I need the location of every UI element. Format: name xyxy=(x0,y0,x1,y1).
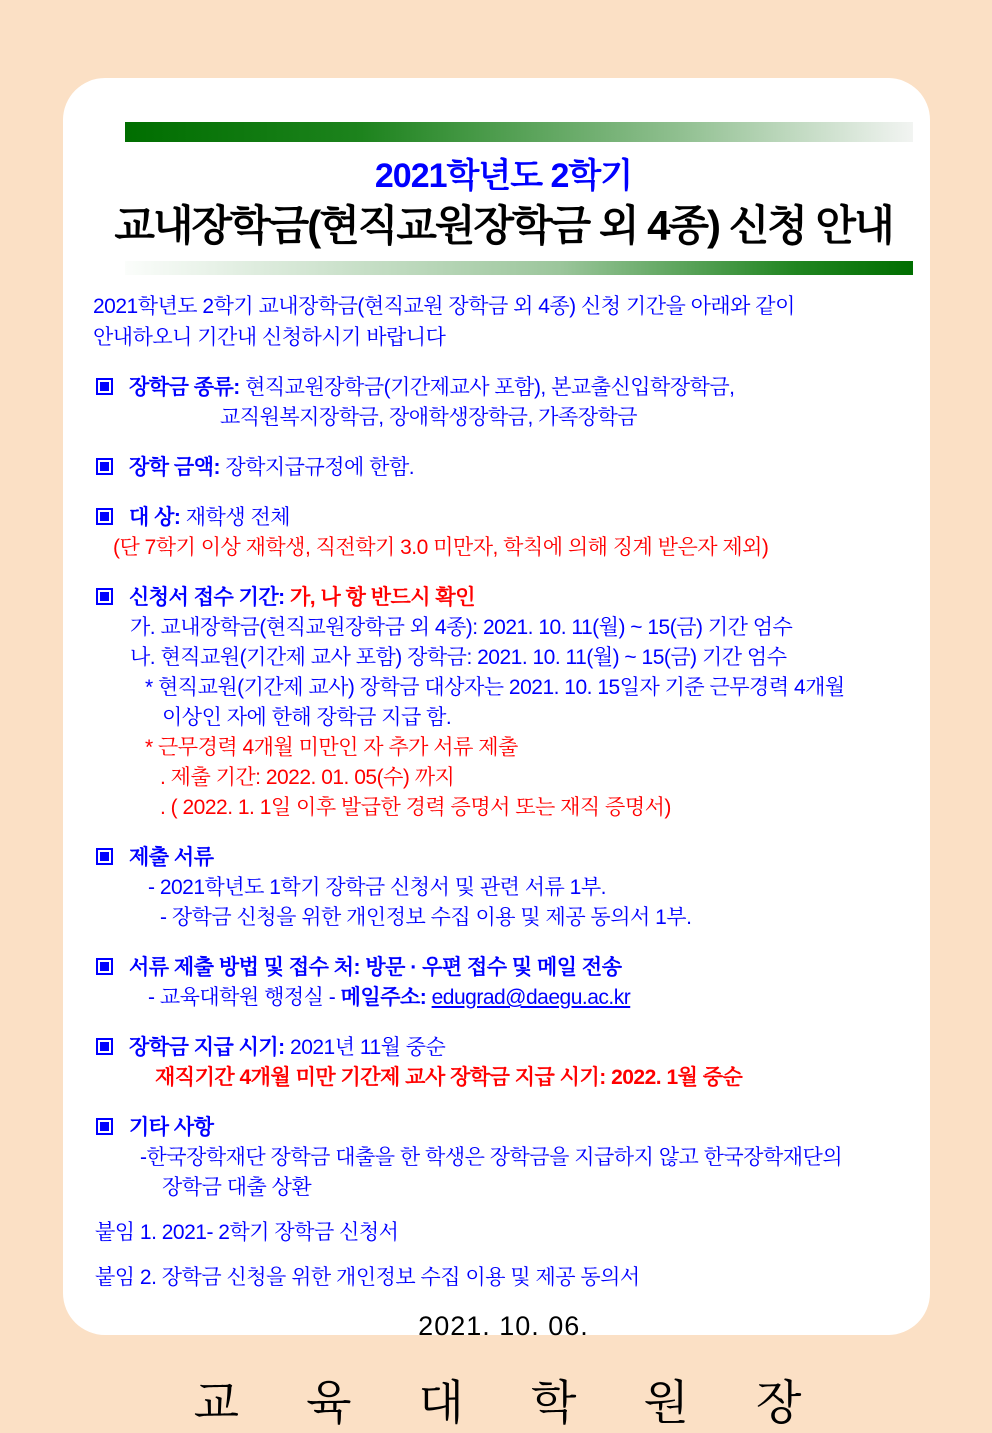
submission-email-label: 메일주소: xyxy=(340,986,432,1009)
amount-text: 장학지급규정에 한함. xyxy=(225,456,415,479)
submission-email-link[interactable]: edugrad@daegu.ac.kr xyxy=(431,986,631,1009)
period-item-ga: 가. 교내장학금(현직교원장학금 외 4종): 2021. 10. 11(월) ~ 15(금) 기간 엄수 xyxy=(130,616,793,639)
signature-dean-of-graduate-school: 교 육 대 학 원 장 xyxy=(193,1376,814,1429)
period-note2-sub1: . 제출 기간: 2022. 01. 05(수) 까지 xyxy=(160,766,455,789)
payment-label: 장학금 지급 시기: xyxy=(129,1036,285,1059)
section-amount xyxy=(93,453,914,483)
target-text: 재학생 전체 xyxy=(185,506,291,529)
square-bullet-icon xyxy=(96,508,113,525)
submission-office: - 교육대학원 행정실 - xyxy=(148,986,341,1009)
section-submission xyxy=(93,953,914,1013)
documents-label: 제출 서류 xyxy=(129,846,214,869)
period-warning: 가, 나 항 반드시 확인 xyxy=(290,586,475,609)
period-item-na: 나. 현직교원(기간제 교사 포함) 장학금: 2021. 10. 11(월) ~ 15(금) 기간 엄수 xyxy=(130,646,787,669)
etc-line2: 장학금 대출 상환 xyxy=(162,1176,312,1199)
etc-label: 기타 사항 xyxy=(129,1116,214,1139)
period-note1-line1: * 현직교원(기간제 교사) 장학금 대상자는 2021. 10. 15일자 기준 근무경력 4개월 xyxy=(145,676,845,699)
square-bullet-icon xyxy=(96,588,113,605)
payment-note: 재직기간 4개월 미만 기간제 교사 장학금 지급 시기: 2022. 1월 중순 xyxy=(155,1066,743,1089)
square-bullet-icon xyxy=(96,1038,113,1055)
square-bullet-icon xyxy=(96,378,113,395)
section-scholarship-types xyxy=(93,373,914,433)
period-note2: * 근무경력 4개월 미만인 자 추가 서류 제출 xyxy=(145,736,518,759)
section-documents xyxy=(93,843,914,933)
intro-paragraph xyxy=(93,291,914,353)
documents-item1: - 2021학년도 1학기 장학금 신청서 및 관련 서류 1부. xyxy=(148,876,606,899)
notice-subtitle: 2021학년도 2학기 xyxy=(374,157,633,195)
scholarship-types-label: 장학금 종류: xyxy=(129,376,240,399)
amount-label: 장학 금액: xyxy=(129,456,220,479)
intro-line1: 2021학년도 2학기 교내장학금(현직교원 장학금 외 4종) 신청 기간을 아래와 같이 xyxy=(93,295,795,318)
period-label: 신청서 접수 기간: xyxy=(129,586,285,609)
notice-card xyxy=(63,78,930,1429)
period-note1-line2: 이상인 자에 한해 장학금 지급 함. xyxy=(162,706,452,729)
section-etc xyxy=(93,1113,914,1203)
attachment-1: 붙임 1. 2021- 2학기 장학금 신청서 xyxy=(95,1221,399,1244)
target-label: 대 상: xyxy=(129,506,181,529)
period-note2-sub2: . ( 2022. 1. 1일 이후 발급한 경력 증명서 또는 재직 증명서) xyxy=(160,796,671,819)
target-exclusion-note: (단 7학기 이상 재학생, 직전학기 3.0 미만자, 학칙에 의해 징계 받은자 제외) xyxy=(113,536,769,559)
square-bullet-icon xyxy=(96,1118,113,1135)
section-application-period xyxy=(93,583,914,823)
intro-line2: 안내하오니 기간내 신청하시기 바랍니다 xyxy=(93,326,446,349)
notice-date: 2021. 10. 06. xyxy=(418,1311,589,1341)
scholarship-types-continued: 교직원복지장학금, 장애학생장학금, 가족장학금 xyxy=(220,406,638,429)
submission-label: 서류 제출 방법 및 접수 처: 방문 · 우편 접수 및 메일 전송 xyxy=(129,956,622,979)
square-bullet-icon xyxy=(96,458,113,475)
section-payment xyxy=(93,1033,914,1093)
scholarship-types-text: 현직교원장학금(기간제교사 포함), 본교출신입학장학금, xyxy=(245,376,735,399)
header-gradient-bar-top xyxy=(125,122,913,142)
documents-item2: - 장학금 신청을 위한 개인정보 수집 이용 및 제공 동의서 1부. xyxy=(160,906,692,929)
square-bullet-icon xyxy=(96,958,113,975)
payment-text: 2021년 11월 중순 xyxy=(290,1036,446,1059)
square-bullet-icon xyxy=(96,848,113,865)
attachment-2: 붙임 2. 장학금 신청을 위한 개인정보 수집 이용 및 제공 동의서 xyxy=(95,1266,640,1289)
header-gradient-bar-bottom xyxy=(125,261,913,275)
section-target xyxy=(93,503,914,563)
etc-line1: -한국장학재단 장학금 대출을 한 학생은 장학금을 지급하지 않고 한국장학재단의 xyxy=(140,1146,843,1169)
notice-title: 교내장학금(현직교원장학금 외 4종) 신청 안내 xyxy=(114,202,893,249)
